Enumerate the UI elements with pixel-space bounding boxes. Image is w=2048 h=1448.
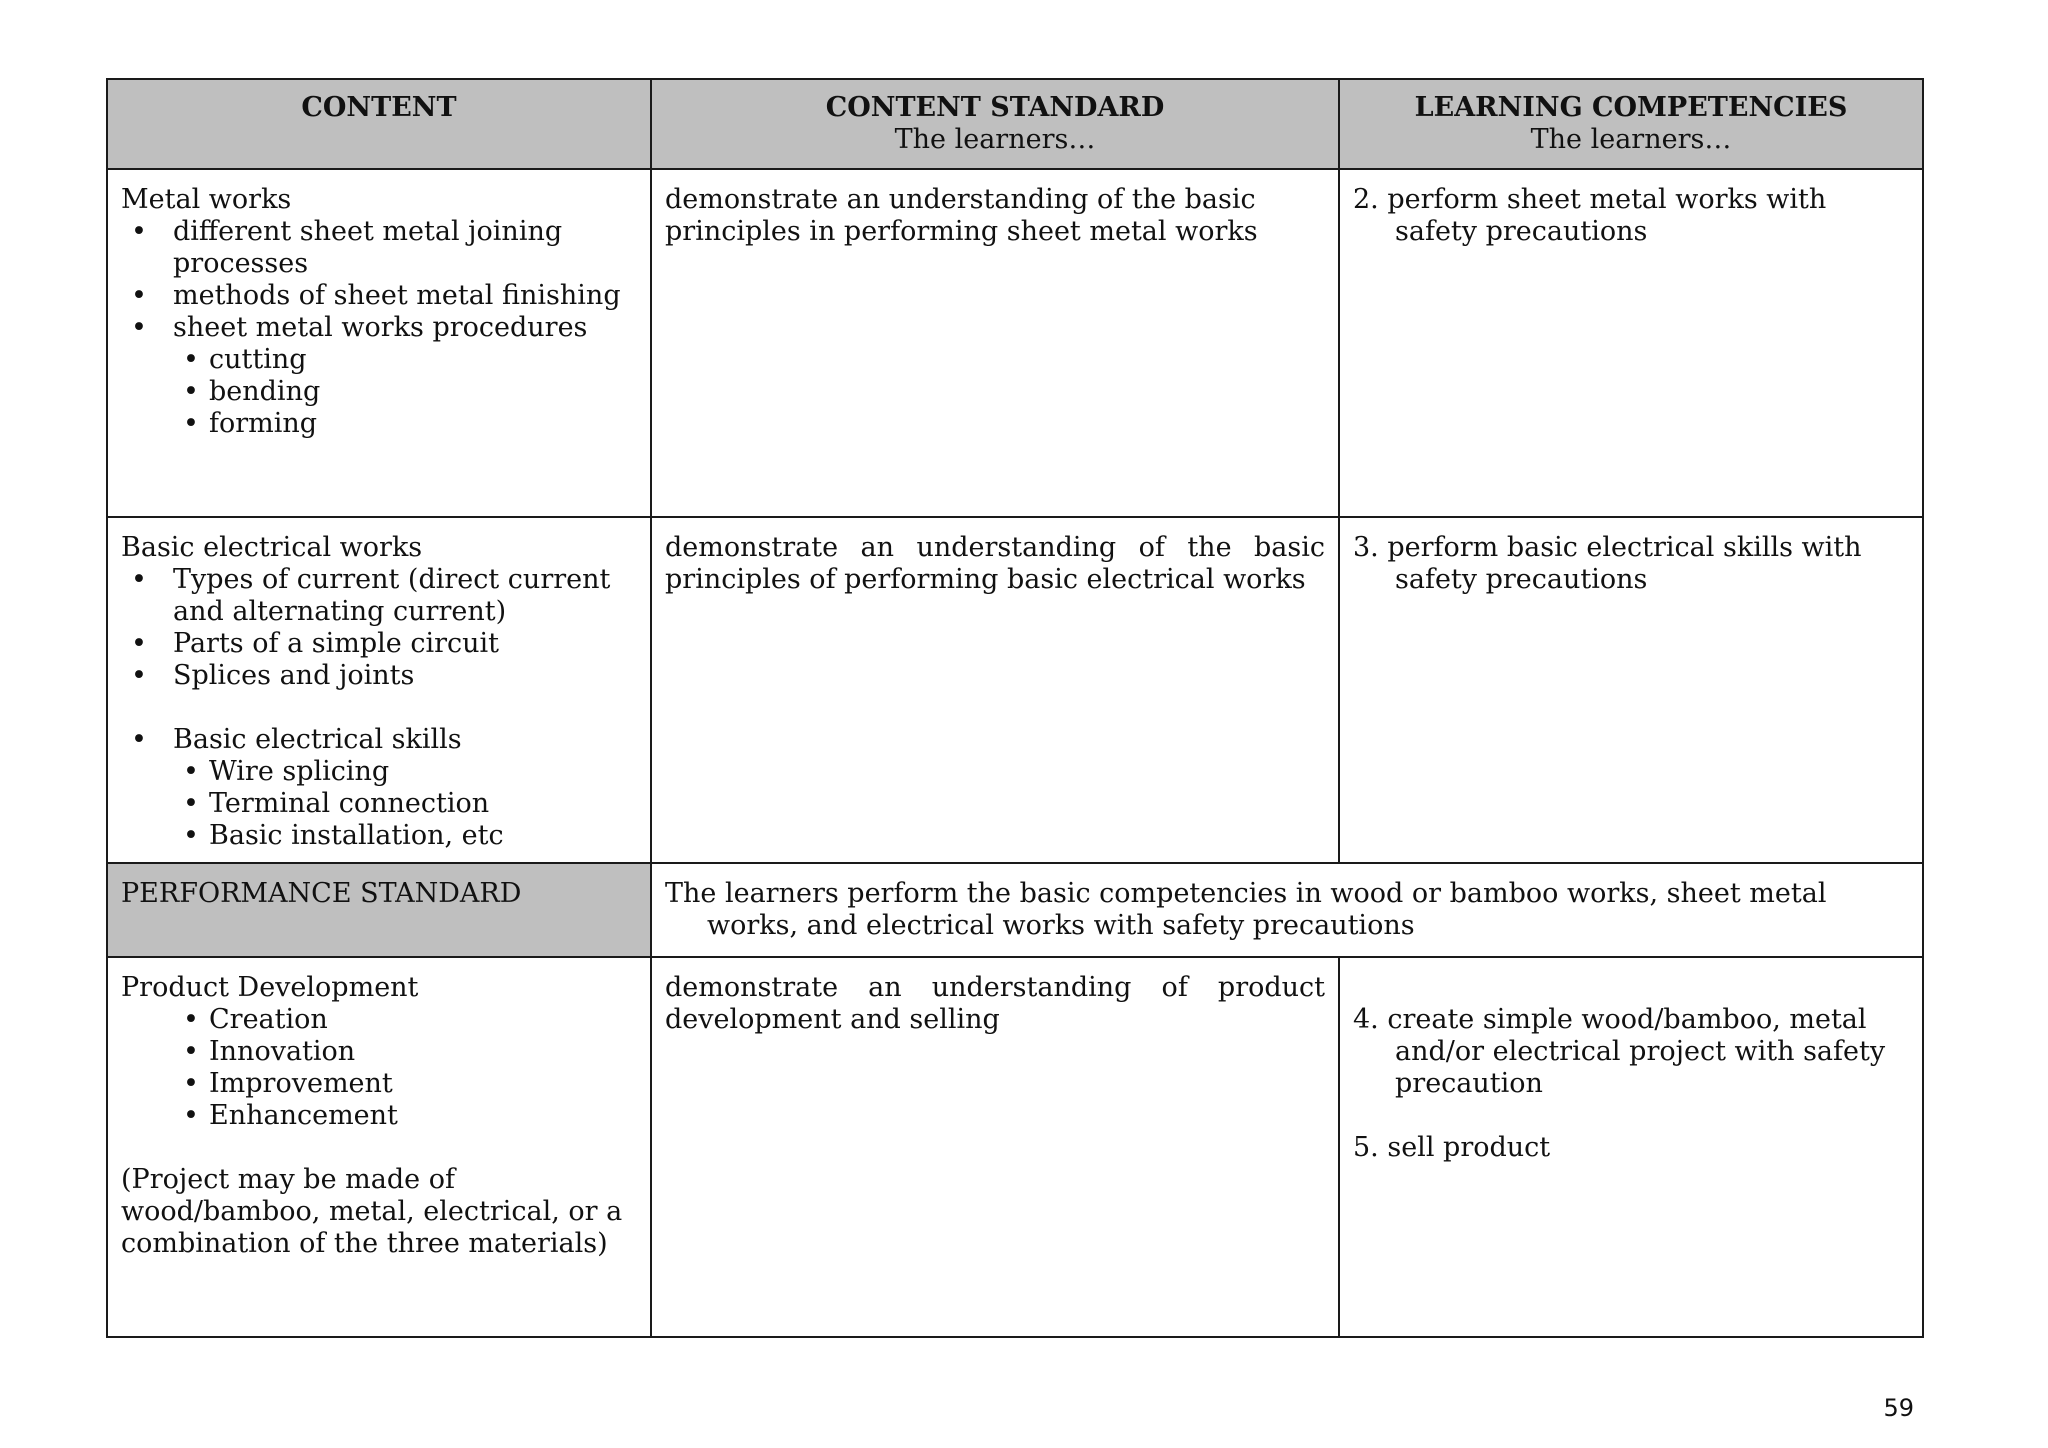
list-item: • different sheet metal joining processes	[121, 216, 637, 280]
content-bullet-list	[121, 216, 637, 344]
competency-text: 3. perform basic electrical skills with safety precautions	[1353, 532, 1862, 595]
table-row	[107, 169, 1923, 517]
competency-cell	[1339, 169, 1923, 517]
list-item: • Improvement	[121, 1068, 637, 1100]
header-content	[107, 79, 651, 169]
list-item: • Innovation	[121, 1036, 637, 1068]
list-item: • forming	[121, 408, 637, 440]
competency-text: 5. sell product	[1353, 1132, 1551, 1163]
project-note: (Project may be made of wood/bamboo, metal, electrical, or a combination of the three materials)	[121, 1164, 623, 1259]
spacer	[1353, 972, 1909, 1004]
spacer	[121, 1132, 637, 1164]
list-item: • bending	[121, 376, 637, 408]
table-row	[107, 517, 1923, 863]
standard-text: demonstrate an understanding of product development and selling	[665, 972, 1325, 1035]
content-title: Basic electrical works	[121, 532, 423, 563]
content-sub-bullet-list	[121, 344, 637, 440]
content-bullet-list	[121, 724, 637, 756]
performance-standard-label: PERFORMANCE STANDARD	[107, 863, 651, 957]
list-item: • sheet metal works procedures	[121, 312, 637, 344]
performance-standard-cell	[651, 863, 1923, 957]
header-learning-competencies	[1339, 79, 1923, 169]
list-item: • Basic installation, etc	[121, 820, 637, 852]
header-learning-competencies-label: LEARNING COMPETENCIES	[1414, 92, 1848, 123]
competency-text: 2. perform sheet metal works with safety precautions	[1353, 184, 1827, 247]
standard-cell	[651, 169, 1339, 517]
standard-text: demonstrate an understanding of the basic principles of performing basic electrical works	[665, 532, 1325, 595]
list-item: • Enhancement	[121, 1100, 637, 1132]
competency-cell	[1339, 957, 1923, 1337]
competency-cell	[1339, 517, 1923, 863]
spacer	[121, 692, 637, 724]
standard-text: demonstrate an understanding of the basic principles in performing sheet metal works	[665, 184, 1258, 247]
list-item: • Parts of a simple circuit	[121, 628, 637, 660]
header-content-standard-label: CONTENT STANDARD	[825, 92, 1165, 123]
content-cell-metal-works	[107, 169, 651, 517]
curriculum-table	[106, 78, 1924, 1338]
content-cell-electrical-works	[107, 517, 651, 863]
header-content-standard	[651, 79, 1339, 169]
spacer	[1353, 1100, 1909, 1132]
list-item: • cutting	[121, 344, 637, 376]
list-item: • methods of sheet metal finishing	[121, 280, 637, 312]
list-item: • Creation	[121, 1004, 637, 1036]
header-row	[107, 79, 1923, 169]
list-item: • Basic electrical skills	[121, 724, 637, 756]
list-item: • Wire splicing	[121, 756, 637, 788]
content-sub-bullet-list	[121, 1004, 637, 1132]
content-cell-product-development	[107, 957, 651, 1337]
performance-standard-text: The learners perform the basic competencies in wood or bamboo works, sheet metal works, and electrical works with safety precautions	[665, 878, 1827, 941]
content-bullet-list	[121, 564, 637, 692]
competency-text: 4. create simple wood/bamboo, metal and/or electrical project with safety precaution	[1353, 1004, 1886, 1099]
content-sub-bullet-list	[121, 756, 637, 852]
table-row	[107, 957, 1923, 1337]
list-item: • Types of current (direct current and alternating current)	[121, 564, 637, 628]
header-content-label: CONTENT	[301, 92, 457, 123]
page-number: 59	[1883, 1394, 1914, 1422]
content-title: Metal works	[121, 184, 292, 215]
performance-row	[107, 863, 1923, 957]
list-item: • Splices and joints	[121, 660, 637, 692]
list-item: • Terminal connection	[121, 788, 637, 820]
header-content-standard-sub: The learners…	[894, 124, 1096, 155]
standard-cell	[651, 517, 1339, 863]
header-learning-competencies-sub: The learners…	[1530, 124, 1732, 155]
standard-cell	[651, 957, 1339, 1337]
content-title: Product Development	[121, 972, 419, 1003]
